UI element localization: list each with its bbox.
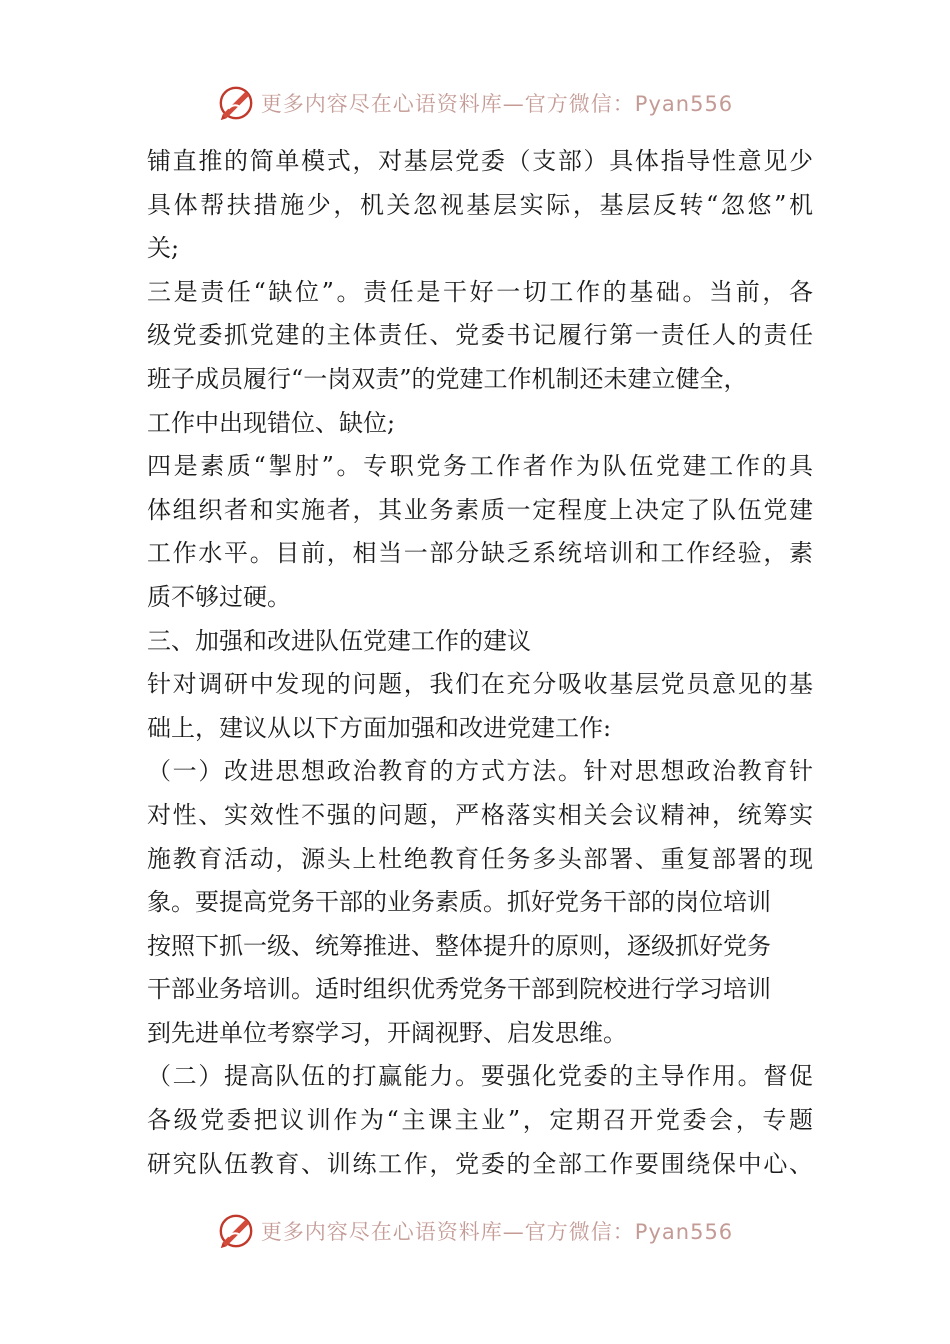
text-line: 各级党委把议训作为“主课主业”，定期召开党委会，专题 [147,1106,813,1135]
text-line: 关; [147,234,180,263]
text-line: 针对调研中发现的问题，我们在充分吸收基层党员意见的基 [147,670,813,699]
text-line: 对性、实效性不强的问题，严格落实相关会议精神，统筹实 [147,800,813,829]
text-line: 础上，建议从以下方面加强和改进党建工作: [147,713,612,742]
text-line: 质不够过硬。 [147,582,291,611]
text-line: 具体帮扶措施少，机关忽视基层实际，基层反转“忽悠”机 [147,190,813,219]
pen-logo-icon [217,84,255,122]
text-line: 工作水平。目前，相当一部分缺乏系统培训和工作经验，素 [147,539,813,568]
pen-logo-icon [217,1212,255,1250]
text-line: 四是素质“掣肘”。专职党务工作者作为队伍党建工作的具 [147,452,813,481]
text-line: 班子成员履行“一岗双责”的党建工作机制还未建立健全， [147,364,748,393]
document-body [147,140,813,1186]
header-banner-text: 更多内容尽在心语资料库—官方微信：Pyan556 [260,92,734,116]
footer-banner [0,1208,950,1254]
footer-banner-text: 更多内容尽在心语资料库—官方微信：Pyan556 [260,1220,734,1244]
text-line: 研究队伍教育、训练工作，党委的全部工作要围绕保中心、 [147,1149,813,1178]
text-line: 工作中出现错位、缺位; [147,408,396,437]
text-line: 到先进单位考察学习，开阔视野、启发思维。 [147,1018,627,1047]
text-line: 铺直推的简单模式，对基层党委（支部）具体指导性意见少 [147,147,813,175]
text-line: 级党委抓党建的主体责任、党委书记履行第一责任人的责任 [147,321,813,350]
text-line: 按照下抓一级、统筹推进、整体提升的原则，逐级抓好党务 [147,931,771,960]
text-line: 体组织者和实施者，其业务素质一定程度上决定了队伍党建 [147,495,813,524]
section-heading: 三、加强和改进队伍党建工作的建议 [147,626,531,655]
text-line: 施教育活动，源头上杜绝教育任务多头部署、重复部署的现 [147,844,813,873]
text-line: （一）改进思想政治教育的方式方法。针对思想政治教育针 [147,757,813,786]
text-line: 三是责任“缺位”。责任是干好一切工作的基础。当前，各 [147,277,813,306]
text-line: 象。要提高党务干部的业务素质。抓好党务干部的岗位培训 [147,888,771,917]
text-line: 干部业务培训。适时组织优秀党务干部到院校进行学习培训 [147,975,771,1004]
header-banner [0,80,950,126]
text-line: （二）提高队伍的打赢能力。要强化党委的主导作用。督促 [147,1062,813,1091]
